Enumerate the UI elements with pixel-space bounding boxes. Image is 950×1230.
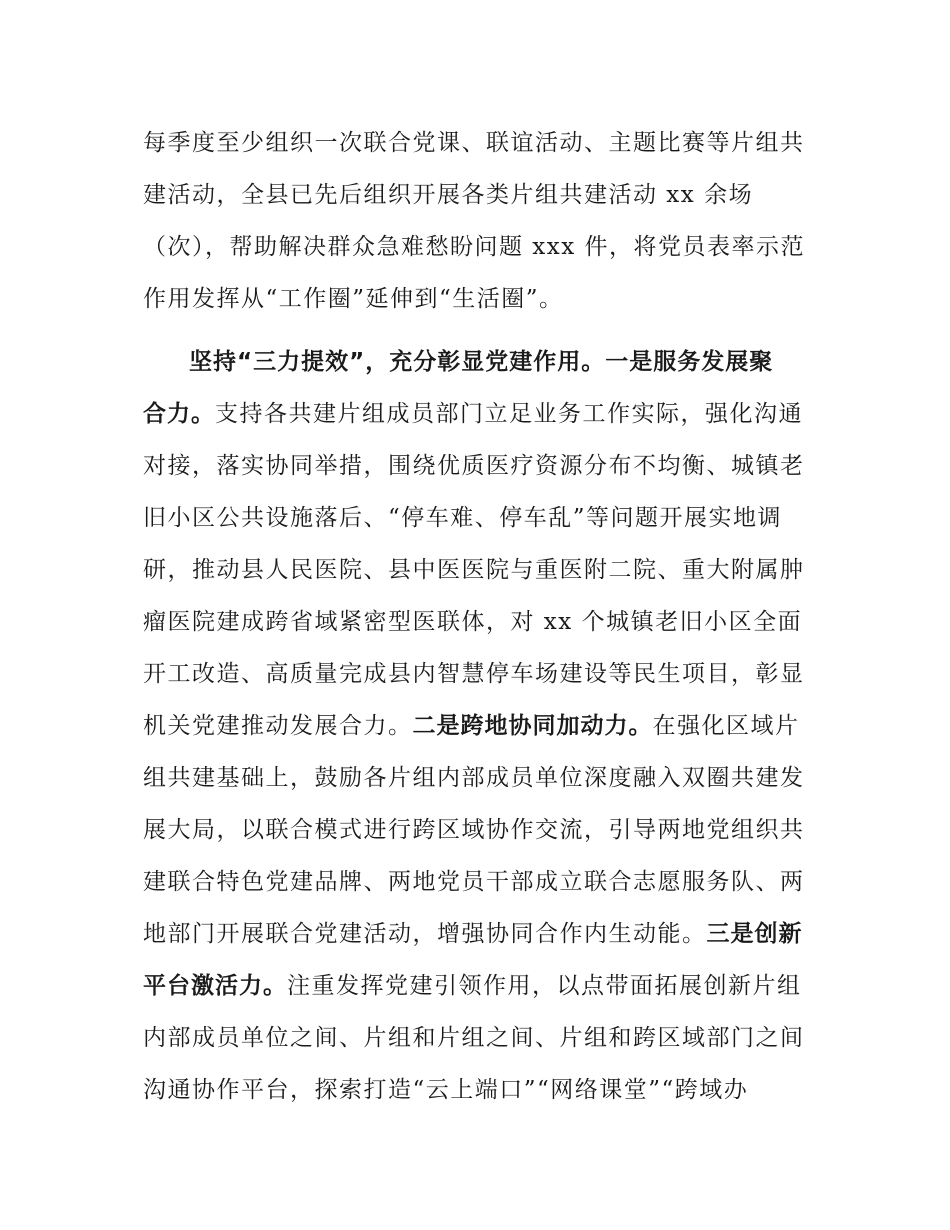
paragraph-line: 建联合特色党建品牌、两地党员干部成立联合志愿服务队、两 — [143, 869, 805, 895]
body-text: 机关党建推动发展合力。 — [143, 713, 413, 739]
body-text: 注重发挥党建引领作用，以点带面拓展创新片组 — [287, 973, 802, 999]
paragraph-line: 展大局，以联合模式进行跨区域协作交流，引导两地党组织共 — [143, 817, 805, 843]
paragraph-line: 旧小区公共设施落后、“停车难、停车乱”等问题开展实地调 — [143, 505, 783, 531]
subsection-title: 合力。 — [143, 401, 215, 427]
paragraph-line: 沟通协作平台，探索打造“云上端口”“网络课堂”“跨域办 — [143, 1077, 749, 1103]
paragraph-line: 对接，落实协同举措，围绕优质医疗资源分布不均衡、城镇老 — [143, 453, 805, 479]
paragraph-line: 瘤医院建成跨省域紧密型医联体，对 xx 个城镇老旧小区全面 — [143, 609, 803, 635]
paragraph-line: （次），帮助解决群众急难愁盼问题 xxx 件，将党员表率示范 — [143, 234, 806, 260]
paragraph-line: 作用发挥从“工作圈”延伸到“生活圈”。 — [143, 286, 564, 312]
section-heading: 坚持“三力提效”，充分彰显党建作用。 — [189, 349, 606, 375]
body-text: 地部门开展联合党建活动，增强协同合作内生动能。 — [143, 921, 707, 947]
body-text: 在强化区域片 — [652, 713, 800, 739]
paragraph-line: 建活动，全县已先后组织开展各类片组共建活动 xx 余场 — [143, 182, 754, 208]
paragraph-1 — [143, 117, 823, 325]
paragraph-line: 开工改造、高质量完成县内智慧停车场建设等民生项目，彰显 — [143, 661, 805, 687]
subsection-title: 三是创新 — [706, 921, 803, 947]
paragraph-line — [143, 960, 823, 1012]
paragraph-line — [143, 336, 823, 388]
subsection-title: 二是跨地协同加动力。 — [412, 713, 653, 739]
paragraph-line: 组共建基础上，鼓励各片组内部成员单位深度融入双圈共建发 — [143, 765, 805, 791]
paragraph-line: 研，推动县人民医院、县中医医院与重医附二院、重大附属肿 — [143, 557, 805, 583]
paragraph-line — [143, 388, 823, 440]
subsection-title: 一是服务发展聚 — [605, 349, 774, 375]
paragraph-line: 每季度至少组织一次联合党课、联谊活动、主题比赛等片组共 — [143, 130, 805, 156]
paragraph-line — [143, 700, 823, 752]
paragraph-line: 内部成员单位之间、片组和片组之间、片组和跨区域部门之间 — [143, 1025, 805, 1051]
body-text: 支持各共建片组成员部门立足业务工作实际，强化沟通 — [215, 401, 803, 427]
paragraph-line — [143, 908, 823, 960]
subsection-title: 平台激活力。 — [143, 973, 287, 999]
paragraph-2 — [143, 336, 823, 1116]
